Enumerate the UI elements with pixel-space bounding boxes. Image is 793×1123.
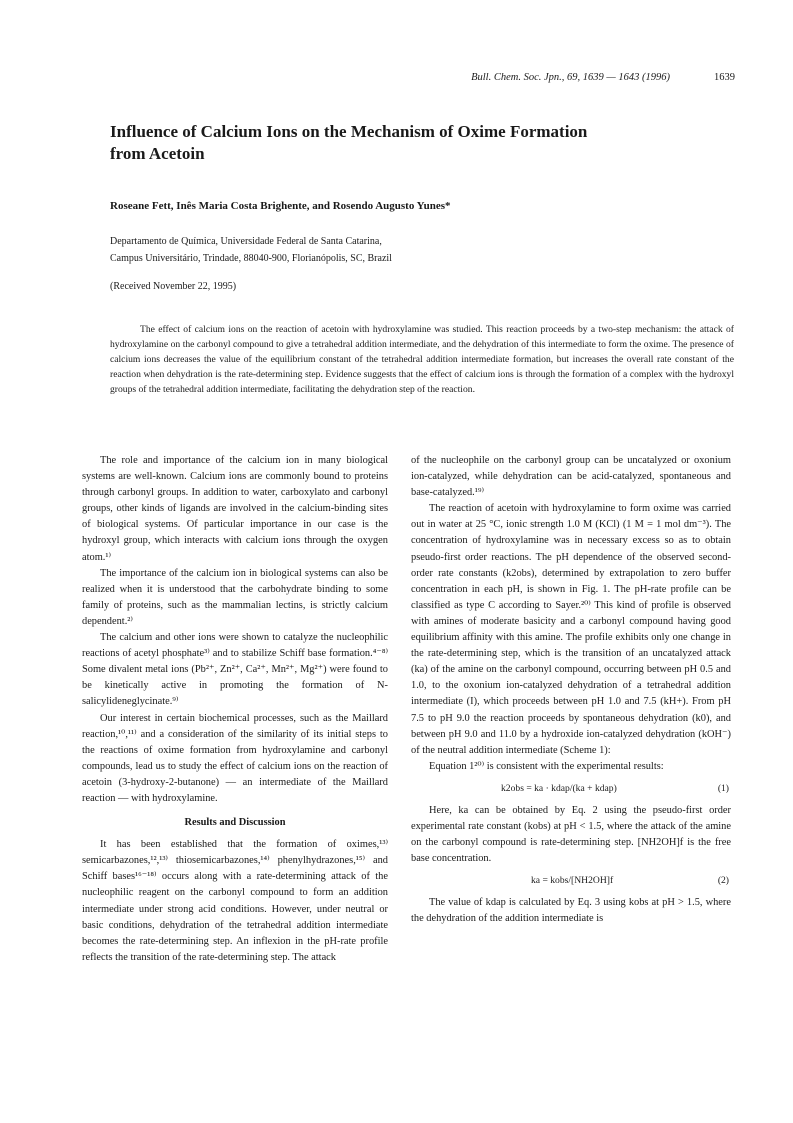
paragraph: Our interest in certain biochemical processes, such as the Maillard reaction,¹⁰,¹¹⁾ and a consideration of the similarity of its initial steps to the reactions of oxime formation from hydroxylamine and carbonyl compounds, lead us to study the effect of calcium ions on the reaction of acetoin (3-hydroxy-2-butanone) — an intermediate of the Maillard reaction — with hydroxylamine. — [82, 712, 388, 804]
paragraph: The importance of the calcium ion in biological systems can also be realized when it is understood that the carbohydrate binding to some family of proteins, such as the mammalian lectins, is strictly calcium dependent.²⁾ — [82, 567, 388, 627]
equation-expression: ka = kobs/[NH2OH]f — [531, 875, 614, 887]
journal-citation: Bull. Chem. Soc. Jpn., 69, 1639 — 1643 (1996) — [471, 72, 670, 83]
paragraph: The calcium and other ions were shown to catalyze the nucleophilic reactions of acetyl phosphate³⁾ and to stabilize Schiff base formation.⁴⁻⁸⁾ Some divalent metal ions (Pb²⁺, Zn²⁺, Ca²⁺, Mn²⁺, Mg²⁺) were found to be kinetically active in promoting the formation of N-salicylideneglycinate.⁹⁾ — [82, 632, 388, 708]
paragraph: Here, ka can be obtained by Eq. 2 using the pseudo-first order experimental rate constant (kobs) at pH < 1.5, where the attack of the amine on the carbonyl compound is rate-determining step. [NH2OH]f is the free base concentration. — [411, 804, 731, 865]
title-line-2: from Acetoin — [110, 144, 205, 163]
article-title — [110, 121, 670, 165]
equation-number: (1) — [717, 782, 729, 794]
page-number: 1639 — [714, 72, 735, 83]
left-column — [82, 453, 388, 966]
affiliation — [110, 233, 710, 267]
title-line-1: Influence of Calcium Ions on the Mechanism of Oxime Formation — [110, 122, 588, 141]
received-date: (Received November 22, 1995) — [110, 281, 237, 292]
abstract: The effect of calcium ions on the reaction of acetoin with hydroxylamine was studied. This reaction proceeds by a two-step mechanism: the attack of hydroxylamine on the carbonyl compound to give a tetrahedral addition intermediate, and the dehydration of this intermediate to form the oxime. The presence of calcium ions decreases the value of the equilibrium constant of the tetrahedral addition intermediate formation, but increases the overall rate constant of the reaction when dehydration is the rate-determining step. Evidence suggests that the effect of calcium ions is through the formation of a complex with the hydroxyl groups of the tetrahedral addition intermediate, facilitating the dehydration step of the reaction. — [110, 324, 734, 396]
paragraph: The value of kdap is calculated by Eq. 3 using kobs at pH > 1.5, where the dehydration of the addition intermediate is — [411, 897, 731, 925]
affiliation-line-2: Campus Universitário, Trindade, 88040-900, Florianópolis, SC, Brazil — [110, 253, 392, 264]
equation-2 — [411, 871, 731, 891]
equation-expression: k2obs = ka · kdap/(ka + kdap) — [501, 782, 617, 794]
equation-1 — [411, 779, 731, 799]
paragraph: It has been established that the formation of oximes,¹³⁾ semicarbazones,¹²,¹³⁾ thiosemicarbazones,¹⁴⁾ phenylhydrazones,¹⁵⁾ and Schiff bases¹⁶⁻¹⁸⁾ occurs along with a rate-determining attack of the nucleophilic reagent on the carbonyl compound to form an addition intermediate under strong acid conditions. However, under neutral or basic conditions, dehydration of the tetrahedral addition intermediate becomes the rate-determining step. An inflexion in the pH-rate profile reflects the transition of the rate-determining step. The attack — [82, 839, 388, 963]
paragraph: of the nucleophile on the carbonyl group can be uncatalyzed or oxonium ion-catalyzed, while dehydration can be acid-catalyzed, spontaneous and base-catalyzed.¹⁹⁾ — [411, 455, 731, 499]
equation-number: (2) — [717, 875, 729, 887]
paragraph: The reaction of acetoin with hydroxylamine to form oxime was carried out in water at 25 °C, ionic strength 1.0 M (KCl) (1 M = 1 mol dm⁻³). The concentration of hydroxylamine was in necessary excess so as to obtain pseudo-first order reactions. The pH dependence of the observed second-order rate constants (k2obs), determined by extrapolation to zero buffer concentration in each pH, is shown in Fig. 1. The pH-rate profile can be classified as type C according to Sayer.²⁰⁾ This kind of profile is observed with amines of moderate basicity and a carbonyl compound having good equilibrium affinity with this amine. The profile exhibits only one change in the rate-determining step, which is the transition of an uncatalyzed attack (ka) of the amine on the carbonyl compound, occurring between pH 0.5 and 1.0, to the oxonium ion-catalyzed dehydration of a tetrahedral addition intermediate (I), which proceeds between pH 1.0 and 7.5 (kH+). From pH 7.5 to pH 9.0 the reaction proceeds by spontaneous dehydration (k0), and between pH 9.0 and 11.0 by a hydroxide ion-catalyzed dehydration (kOH⁻) of the neutral addition intermediate (Scheme 1): — [411, 503, 731, 756]
section-heading: Results and Discussion — [184, 817, 286, 829]
right-column — [411, 453, 731, 927]
author-list: Roseane Fett, Inês Maria Costa Brighente, and Rosendo Augusto Yunes* — [110, 200, 451, 212]
paragraph: The role and importance of the calcium ion in many biological systems are well-known. Calcium ions are commonly bound to proteins through carbonyl groups. In addition to water, carboxylato and carbonyl groups, other kinds of ligands are involved in the calcium-binding sites of biological systems. Of particular importance in our case is the hydroxyl group, which interacts with calcium ions through the oxygen atom.¹⁾ — [82, 455, 388, 563]
affiliation-line-1: Departamento de Química, Universidade Federal de Santa Catarina, — [110, 236, 382, 247]
paragraph: Equation 1²⁰⁾ is consistent with the experimental results: — [429, 760, 664, 772]
